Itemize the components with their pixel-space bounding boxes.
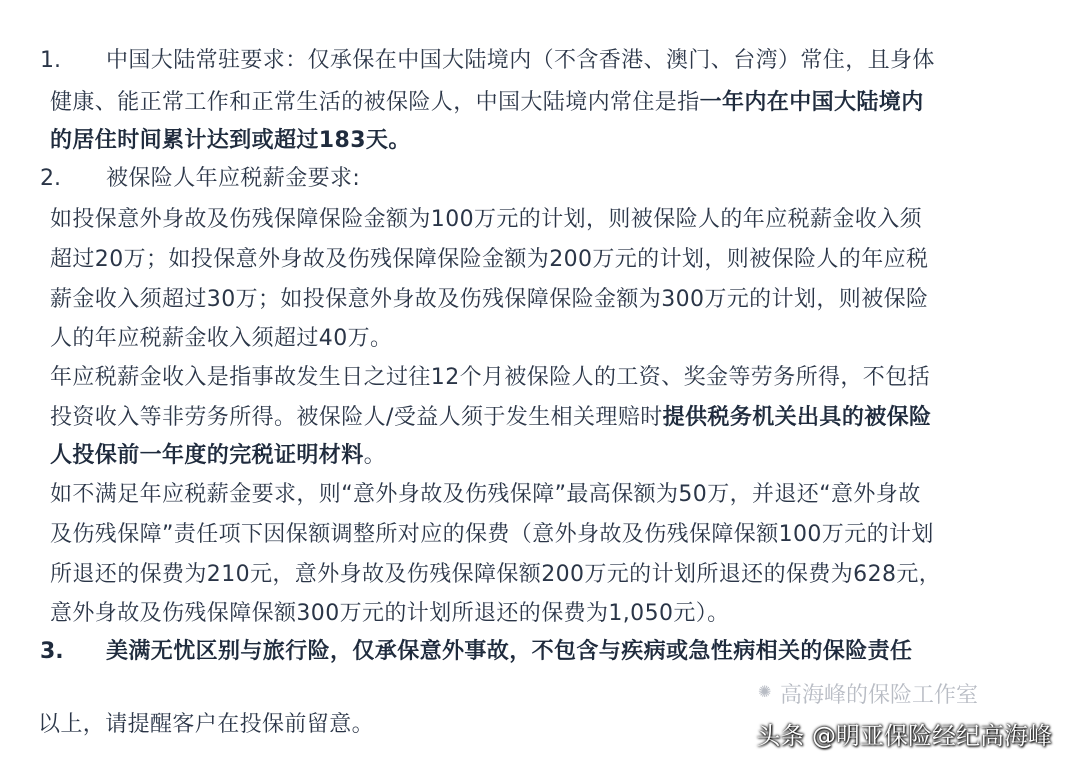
wechat-icon: ✺ (758, 682, 772, 701)
watermark-text: 高海峰的保险工作室 (780, 683, 979, 708)
bold-line: 美满无忧区别与旅行险，仅承保意外事故，不包含与疾病或急性病相关的保险责任 (106, 639, 913, 664)
text-line: 超过20万；如投保意外身故及伤残保障保险金额为200万元的计划，则被保险人的年应税 (50, 247, 929, 272)
text-line: 人的年应税薪金收入须超过40万。 (50, 326, 393, 351)
bold-line: 的居住时间累计达到或超过183天。 (50, 128, 411, 153)
text-line: 如投保意外身故及伤残保障保险金额为100万元的计划，则被保险人的年应税薪金收入须 (50, 207, 922, 232)
text-line: 意外身故及伤残保障保额300万元的计划所退还的保费为1,050元）。 (50, 601, 730, 626)
bold-text: 提供税务机关出具的被保险 (662, 405, 932, 430)
bold-text: 人投保前一年度的完税证明材料 (50, 443, 364, 468)
text-line: 如不满足年应税薪金要求，则“意外身故及伤残保障”最高保额为50万，并退还“意外身故 (50, 482, 921, 507)
text-line: 年应税薪金收入是指事故发生日之过往12个月被保险人的工资、奖金等劳务所得，不包括 (50, 365, 930, 390)
text-line: 及伤残保障”责任项下因保额调整所对应的保费（意外身故及伤残保障保额100万元的计划 (50, 522, 934, 547)
item-number: 3. (40, 639, 64, 664)
text-line: 被保险人年应税薪金要求: (106, 166, 361, 191)
toutiao-watermark: 头条 @明亚保险经纪高海峰 (756, 722, 1052, 750)
item-number: 2. (40, 166, 61, 191)
text-line: 人投保前一年度的完税证明材料。 (50, 443, 387, 468)
item-number: 1. (40, 48, 61, 73)
closing-text: 以上，请提醒客户在投保前留意。 (38, 712, 375, 737)
text-line: 所退还的保费为210元，意外身故及伤残保障保额200万元的计划所退还的保费为628元， (50, 562, 942, 587)
bold-text: 一年内在中国大陆境内 (699, 90, 924, 115)
text-line: 健康、能正常工作和正常生活的被保险人，中国大陆境内常住是指一年内在中国大陆境内 (50, 90, 924, 115)
text-line: 中国大陆常驻要求：仅承保在中国大陆境内（不含香港、澳门、台湾）常住，且身体 (106, 48, 935, 73)
text-line: 投资收入等非劳务所得。被保险人/受益人须于发生相关理赔时提供税务机关出具的被保险 (50, 405, 932, 430)
text-line: 薪金收入须超过30万；如投保意外身故及伤残保障保险金额为300万元的计划，则被保险 (50, 287, 929, 312)
